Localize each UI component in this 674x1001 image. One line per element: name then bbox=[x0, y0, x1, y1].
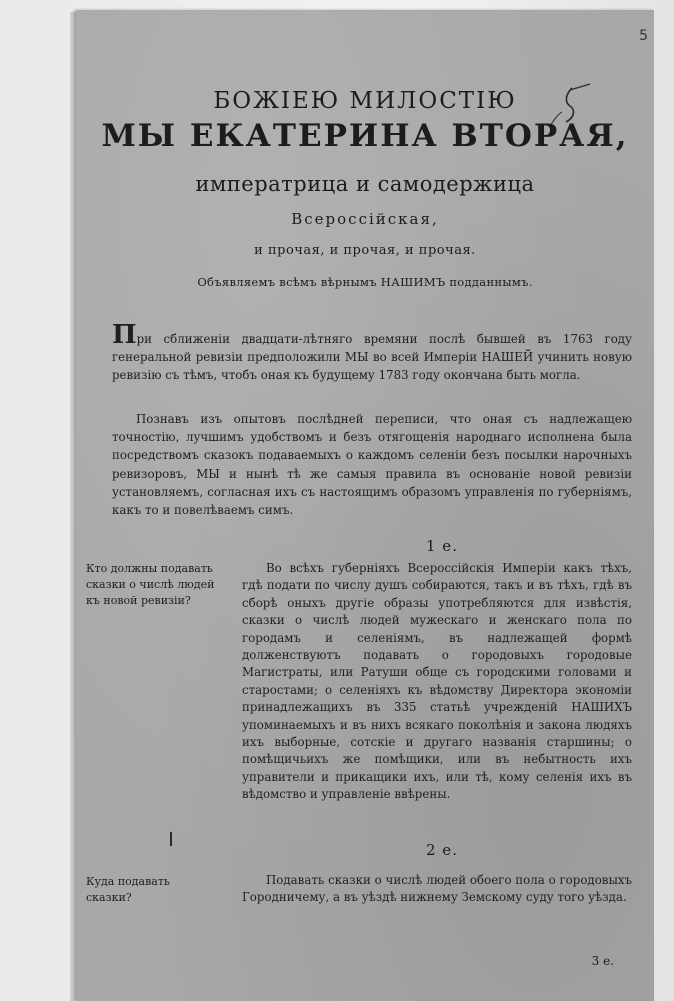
header-etcetera: и прочая, и прочая, и прочая. bbox=[254, 243, 476, 258]
section-2-text: Подавать сказки о числѣ людей обоего пола о городовыхъ Городничему, а въ уѣздѣ нижнему Земскому суду того уѣзда. bbox=[242, 873, 632, 905]
header-proclamation: Объявляемъ всѣмъ вѣрнымъ НАШИМЪ подданнымъ. bbox=[197, 275, 533, 289]
intro-paragraph-1 bbox=[112, 320, 632, 385]
header-title: императрица и самодержица bbox=[195, 172, 535, 196]
intro-paragraph-2: Познавъ изъ опытовъ послѣдней переписи, что оная съ надлежащею точностію, лучшимъ удобствомъ и безъ отягощенія народнаго исполнена была посредствомъ сказокъ подаваемыхъ о каждомъ селеніи безъ посылки нарочныхъ ревизоровъ, МЫ и нынѣ тѣ же самыя правила въ основаніе новой ревизіи установляемъ, согласная ихъ съ настоящимъ образомъ управленія по губерніямъ, какъ то и повелѣваемъ симъ. bbox=[112, 412, 632, 518]
margin-note-1: Кто должны подавать сказки о числѣ людей къ новой ревизіи? bbox=[86, 562, 215, 607]
section-number-1: 1 е. bbox=[426, 537, 458, 555]
margin-tick bbox=[170, 832, 172, 846]
section-1-text: Во всѣхъ губерніяхъ Всероссійскія Имперіи какъ тѣхъ, гдѣ подати по числу душъ собираются, такъ и въ тѣхъ, гдѣ въ сборѣ оныхъ другіе образы употребляются для извѣстія, сказки о числѣ людей мужескаго и женскаго пола по городамъ и селеніямъ, въ надлежащей формѣ долженствуютъ подавать о городовыхъ городовые Магистраты, или Ратуши обще съ городскими головами и старостами; о селеніяхъ къ вѣдомству Директора экономіи принадлежащихъ въ 335 статьѣ учрежденій НАШИХЪ упоминаемыхъ и въ нихъ всякаго поколѣнія и закона людяхъ ихъ выборные, сотскіе и другаго названія старшины; о помѣщичьихъ же помѣщики, или въ небытность ихъ управители и прикащики ихъ, или тѣ, кому селенія ихъ въ вѣдомство и управленіе ввѣрены. bbox=[242, 561, 632, 802]
document-page bbox=[76, 10, 654, 1001]
folio-number: 5 bbox=[639, 28, 648, 44]
margin-note-2: Куда подавать сказки? bbox=[86, 875, 170, 904]
header-realm: Всероссійская, bbox=[291, 210, 439, 228]
header-sovereign-name: МЫ ЕКАТЕРИНА ВТОРАЯ, bbox=[101, 118, 629, 154]
drop-cap: П bbox=[112, 320, 137, 350]
header-by-grace: БОЖІЕЮ МИЛОСТІЮ bbox=[213, 88, 517, 114]
intro-paragraph-1-text: ри сближеніи двадцати-лѣтняго времяни послѣ бывшей въ 1763 году генеральной ревизіи предположили МЫ во всей Имперіи НАШЕЙ учинить новую ревизію съ тѣмъ, чтобъ оная къ будущему 1783 году окончана быть могла. bbox=[112, 332, 632, 383]
catchword: 3 е. bbox=[591, 954, 614, 968]
section-number-2: 2 е. bbox=[426, 841, 458, 859]
